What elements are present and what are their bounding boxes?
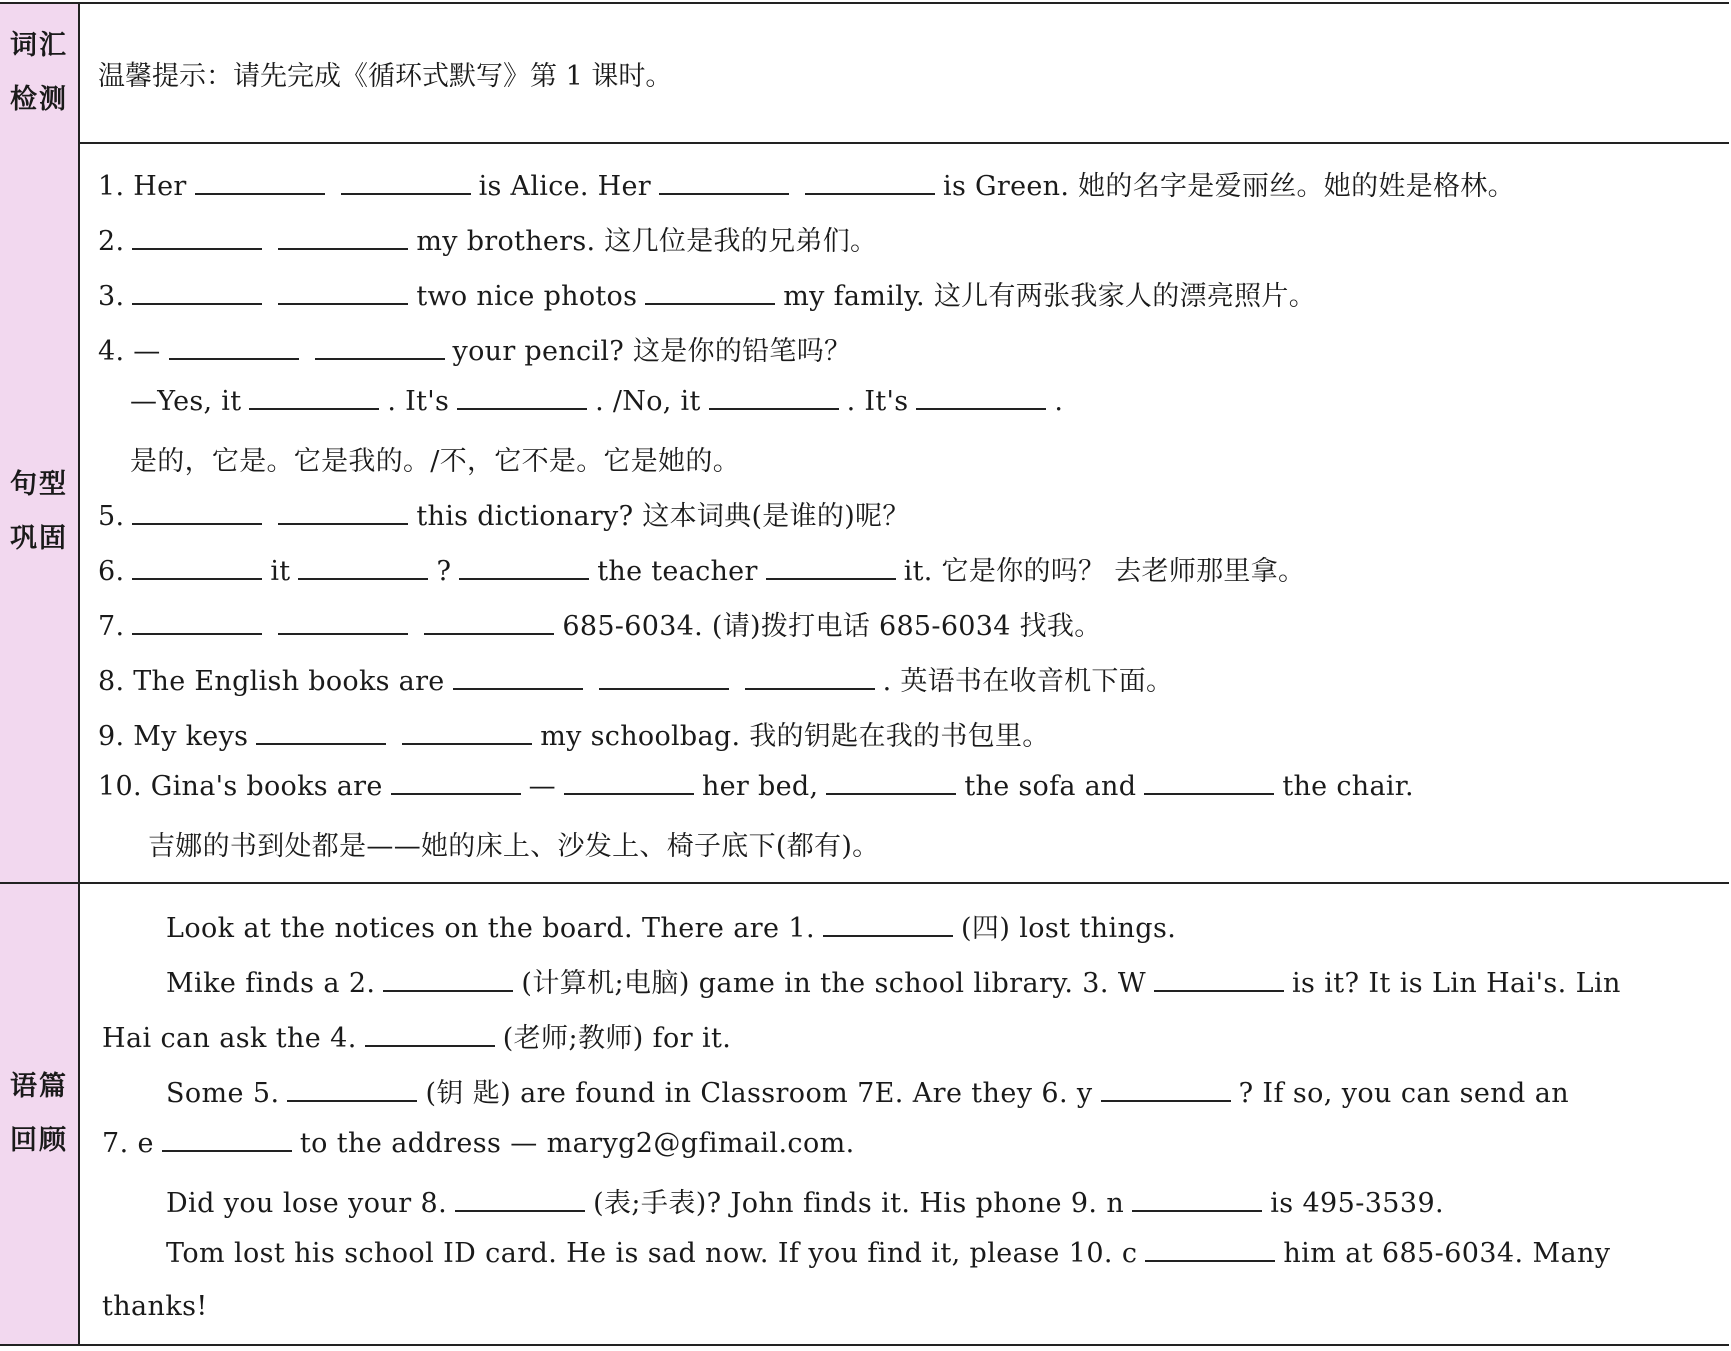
- text: the chair.: [1282, 771, 1414, 802]
- text: your pencil? 这是你的铅笔吗？: [452, 336, 852, 367]
- blank[interactable]: [645, 279, 775, 305]
- text: the sofa and: [964, 771, 1137, 802]
- blank[interactable]: [162, 1126, 292, 1152]
- sentence-3: [98, 274, 1316, 313]
- blank[interactable]: [391, 769, 521, 795]
- text: it: [270, 556, 291, 587]
- label-top: 语篇: [10, 1071, 68, 1102]
- text: 7. e: [102, 1128, 154, 1159]
- passage-line-2: [166, 961, 1621, 1000]
- text: 是的，它是。它是我的。/不，它不是。它是她的。: [130, 446, 740, 477]
- blank[interactable]: [1144, 769, 1274, 795]
- blank[interactable]: [383, 966, 513, 992]
- text: . It's: [387, 386, 450, 417]
- blank[interactable]: [826, 769, 956, 795]
- passage-content: [80, 884, 1729, 1344]
- sentence-1: [98, 164, 1515, 203]
- text: him at 685-6034. Many: [1283, 1238, 1611, 1269]
- text: Did you lose your 8.: [166, 1188, 448, 1219]
- label-top: 词汇: [10, 30, 68, 61]
- text: .: [1054, 386, 1064, 417]
- text: Some 5.: [166, 1078, 280, 1109]
- blank[interactable]: [365, 1021, 495, 1047]
- blank[interactable]: [402, 719, 532, 745]
- sentence-9: [98, 714, 1050, 753]
- vocab-label: [0, 4, 80, 142]
- sentence-2: [98, 219, 877, 258]
- blank[interactable]: [315, 334, 445, 360]
- blank[interactable]: [709, 384, 839, 410]
- blank[interactable]: [424, 609, 554, 635]
- passage-line-4: [166, 1071, 1569, 1110]
- text: Mike finds a 2.: [166, 968, 376, 999]
- blank[interactable]: [659, 169, 789, 195]
- label-top: 句型: [10, 469, 68, 500]
- text: it. 它是你的吗？ 去老师那里拿。: [903, 556, 1306, 587]
- text: 5.: [98, 501, 125, 532]
- blank[interactable]: [564, 769, 694, 795]
- sentence-6: [98, 549, 1305, 588]
- blank[interactable]: [453, 664, 583, 690]
- text: 3.: [98, 281, 125, 312]
- text: 2.: [98, 226, 125, 257]
- passage-line-1: [166, 906, 1176, 945]
- blank[interactable]: [457, 384, 587, 410]
- sentence-4-answer: [130, 384, 1063, 417]
- sentence-10: [98, 769, 1414, 802]
- text: to the address — maryg2@gfimail.com.: [299, 1128, 855, 1159]
- text: (钥 匙) are found in Classroom 7E. Are they 6. y: [425, 1078, 1093, 1109]
- text: ? If so, you can send an: [1238, 1078, 1569, 1109]
- text: 685-6034. (请)拨打电话 685-6034 找我。: [562, 611, 1102, 642]
- text: 6.: [98, 556, 125, 587]
- text: . It's: [846, 386, 909, 417]
- blank[interactable]: [823, 911, 953, 937]
- worksheet-table: [0, 2, 1729, 1346]
- text: Hai can ask the 4.: [102, 1023, 357, 1054]
- text: (表;手表)? John finds it. His phone 9. n: [593, 1188, 1125, 1219]
- blank[interactable]: [1145, 1236, 1275, 1262]
- passage-line-7: [166, 1236, 1610, 1269]
- text: 1. Her: [98, 171, 187, 202]
- blank[interactable]: [132, 499, 262, 525]
- text: two nice photos: [416, 281, 638, 312]
- blank[interactable]: [599, 664, 729, 690]
- sentence-10-translation: [148, 824, 879, 863]
- text: this dictionary? 这本词典(是谁的)呢？: [416, 501, 910, 532]
- sentence-section: [0, 142, 1729, 884]
- blank[interactable]: [766, 554, 896, 580]
- blank[interactable]: [132, 609, 262, 635]
- passage-line-3: [102, 1016, 731, 1055]
- blank[interactable]: [916, 384, 1046, 410]
- text: my family. 这儿有两张我家人的漂亮照片。: [783, 281, 1317, 312]
- text: is it? It is Lin Hai's. Lin: [1291, 968, 1621, 999]
- passage-section: [0, 884, 1729, 1346]
- blank[interactable]: [132, 554, 262, 580]
- text: thanks!: [102, 1291, 208, 1322]
- label-bottom: 巩固: [10, 523, 68, 554]
- passage-label: [0, 884, 80, 1344]
- text: my schoolbag. 我的钥匙在我的书包里。: [540, 721, 1050, 752]
- tip-text: 温馨提示：请先完成《循环式默写》第 1 课时。: [98, 61, 673, 92]
- text: 8. The English books are: [98, 666, 445, 697]
- passage-line-5: [102, 1126, 855, 1159]
- blank[interactable]: [459, 554, 589, 580]
- blank[interactable]: [278, 499, 408, 525]
- text: is Alice. Her: [478, 171, 652, 202]
- sentence-label: [0, 142, 80, 882]
- blank[interactable]: [341, 169, 471, 195]
- text: (四) lost things.: [960, 913, 1177, 944]
- label-bottom: 检测: [10, 84, 68, 115]
- text: —Yes, it: [130, 386, 242, 417]
- text: 4. —: [98, 336, 161, 367]
- blank[interactable]: [1154, 966, 1284, 992]
- text: ?: [436, 556, 452, 587]
- blank[interactable]: [256, 719, 386, 745]
- vocab-content: [80, 4, 1729, 142]
- sentence-5: [98, 494, 910, 533]
- blank[interactable]: [278, 224, 408, 250]
- vocab-section: [0, 2, 1729, 144]
- blank[interactable]: [132, 224, 262, 250]
- blank[interactable]: [195, 169, 325, 195]
- text: 吉娜的书到处都是——她的床上、沙发上、椅子底下(都有)。: [148, 831, 880, 862]
- blank[interactable]: [1132, 1186, 1262, 1212]
- blank[interactable]: [805, 169, 935, 195]
- passage-line-6: [166, 1181, 1444, 1220]
- blank[interactable]: [249, 384, 379, 410]
- passage-line-8: [102, 1291, 208, 1322]
- text: 10. Gina's books are: [98, 771, 383, 802]
- text: . 英语书在收音机下面。: [882, 666, 1174, 697]
- text: (计算机;电脑) game in the school library. 3. W: [521, 968, 1146, 999]
- text: (老师;教师) for it.: [502, 1023, 732, 1054]
- text: 9. My keys: [98, 721, 249, 752]
- blank[interactable]: [1101, 1076, 1231, 1102]
- sentence-8: [98, 659, 1173, 698]
- blank[interactable]: [169, 334, 299, 360]
- text: Tom lost his school ID card. He is sad now. If you find it, please 10. c: [166, 1238, 1138, 1269]
- label-bottom: 回顾: [10, 1125, 68, 1156]
- text: . /No, it: [595, 386, 701, 417]
- blank[interactable]: [132, 279, 262, 305]
- text: Look at the notices on the board. There are 1.: [166, 913, 815, 944]
- text: is Green. 她的名字是爱丽丝。她的姓是格林。: [943, 171, 1515, 202]
- blank[interactable]: [298, 554, 428, 580]
- sentence-content: [80, 142, 1729, 882]
- blank[interactable]: [278, 609, 408, 635]
- sentence-4-translation: [130, 439, 740, 478]
- sentence-7: [98, 604, 1102, 643]
- blank[interactable]: [287, 1076, 417, 1102]
- text: her bed,: [701, 771, 819, 802]
- sentence-4: [98, 329, 851, 368]
- text: my brothers. 这几位是我的兄弟们。: [416, 226, 878, 257]
- text: —: [528, 771, 556, 802]
- text: is 495-3539.: [1270, 1188, 1445, 1219]
- blank[interactable]: [278, 279, 408, 305]
- blank[interactable]: [455, 1186, 585, 1212]
- text: 7.: [98, 611, 125, 642]
- blank[interactable]: [745, 664, 875, 690]
- text: the teacher: [597, 556, 758, 587]
